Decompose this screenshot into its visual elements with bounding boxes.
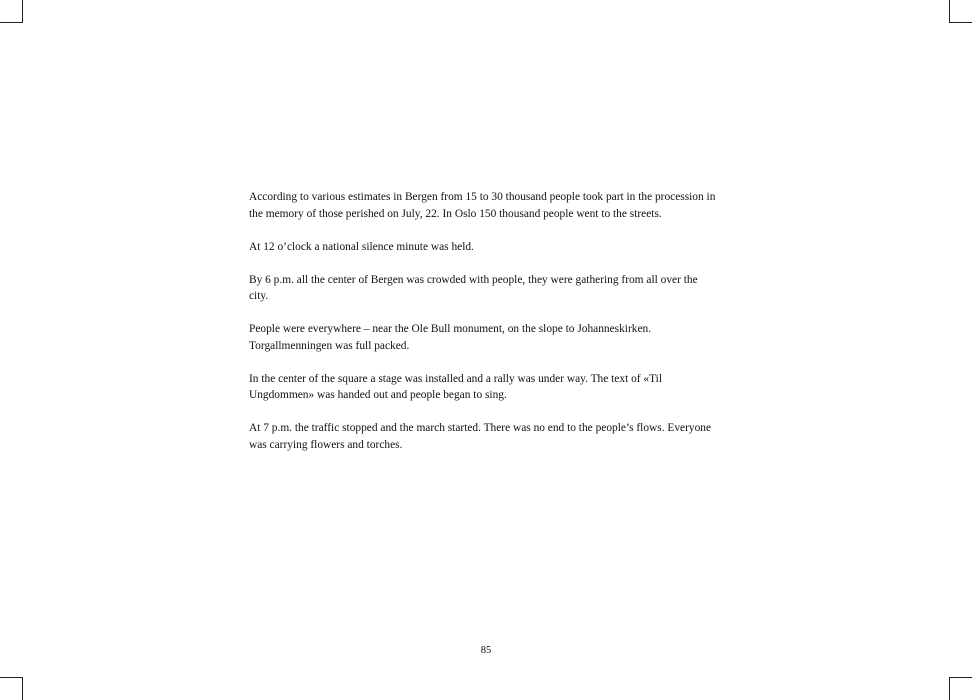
paragraph: People were everywhere – near the Ole Bull monument, on the slope to Johanneskirken. Torgallmenningen was full packed. <box>249 323 652 352</box>
crop-mark-bottom-right <box>949 677 972 700</box>
body-text <box>249 189 719 470</box>
paragraph: By 6 p.m. all the center of Bergen was crowded with people, they were gathering from all over the city. <box>249 273 698 302</box>
crop-mark-bottom-left <box>0 677 23 700</box>
paragraph: In the center of the square a stage was installed and a rally was under way. The text of «Til Ungdommen» was handed out and people began to sing. <box>249 372 662 401</box>
paragraph: At 7 p.m. the traffic stopped and the march started. There was no end to the people’s flows. Everyone was carrying flowers and torches. <box>249 422 712 451</box>
paragraph: According to various estimates in Bergen from 15 to 30 thousand people took part in the procession in the memory of those perished on July, 22. In Oslo 150 thousand people went to the streets. <box>249 191 716 220</box>
paragraph: At 12 o’clock a national silence minute was held. <box>249 240 474 253</box>
crop-mark-top-left <box>0 0 23 23</box>
crop-mark-top-right <box>949 0 972 23</box>
page-number: 85 <box>480 645 492 656</box>
